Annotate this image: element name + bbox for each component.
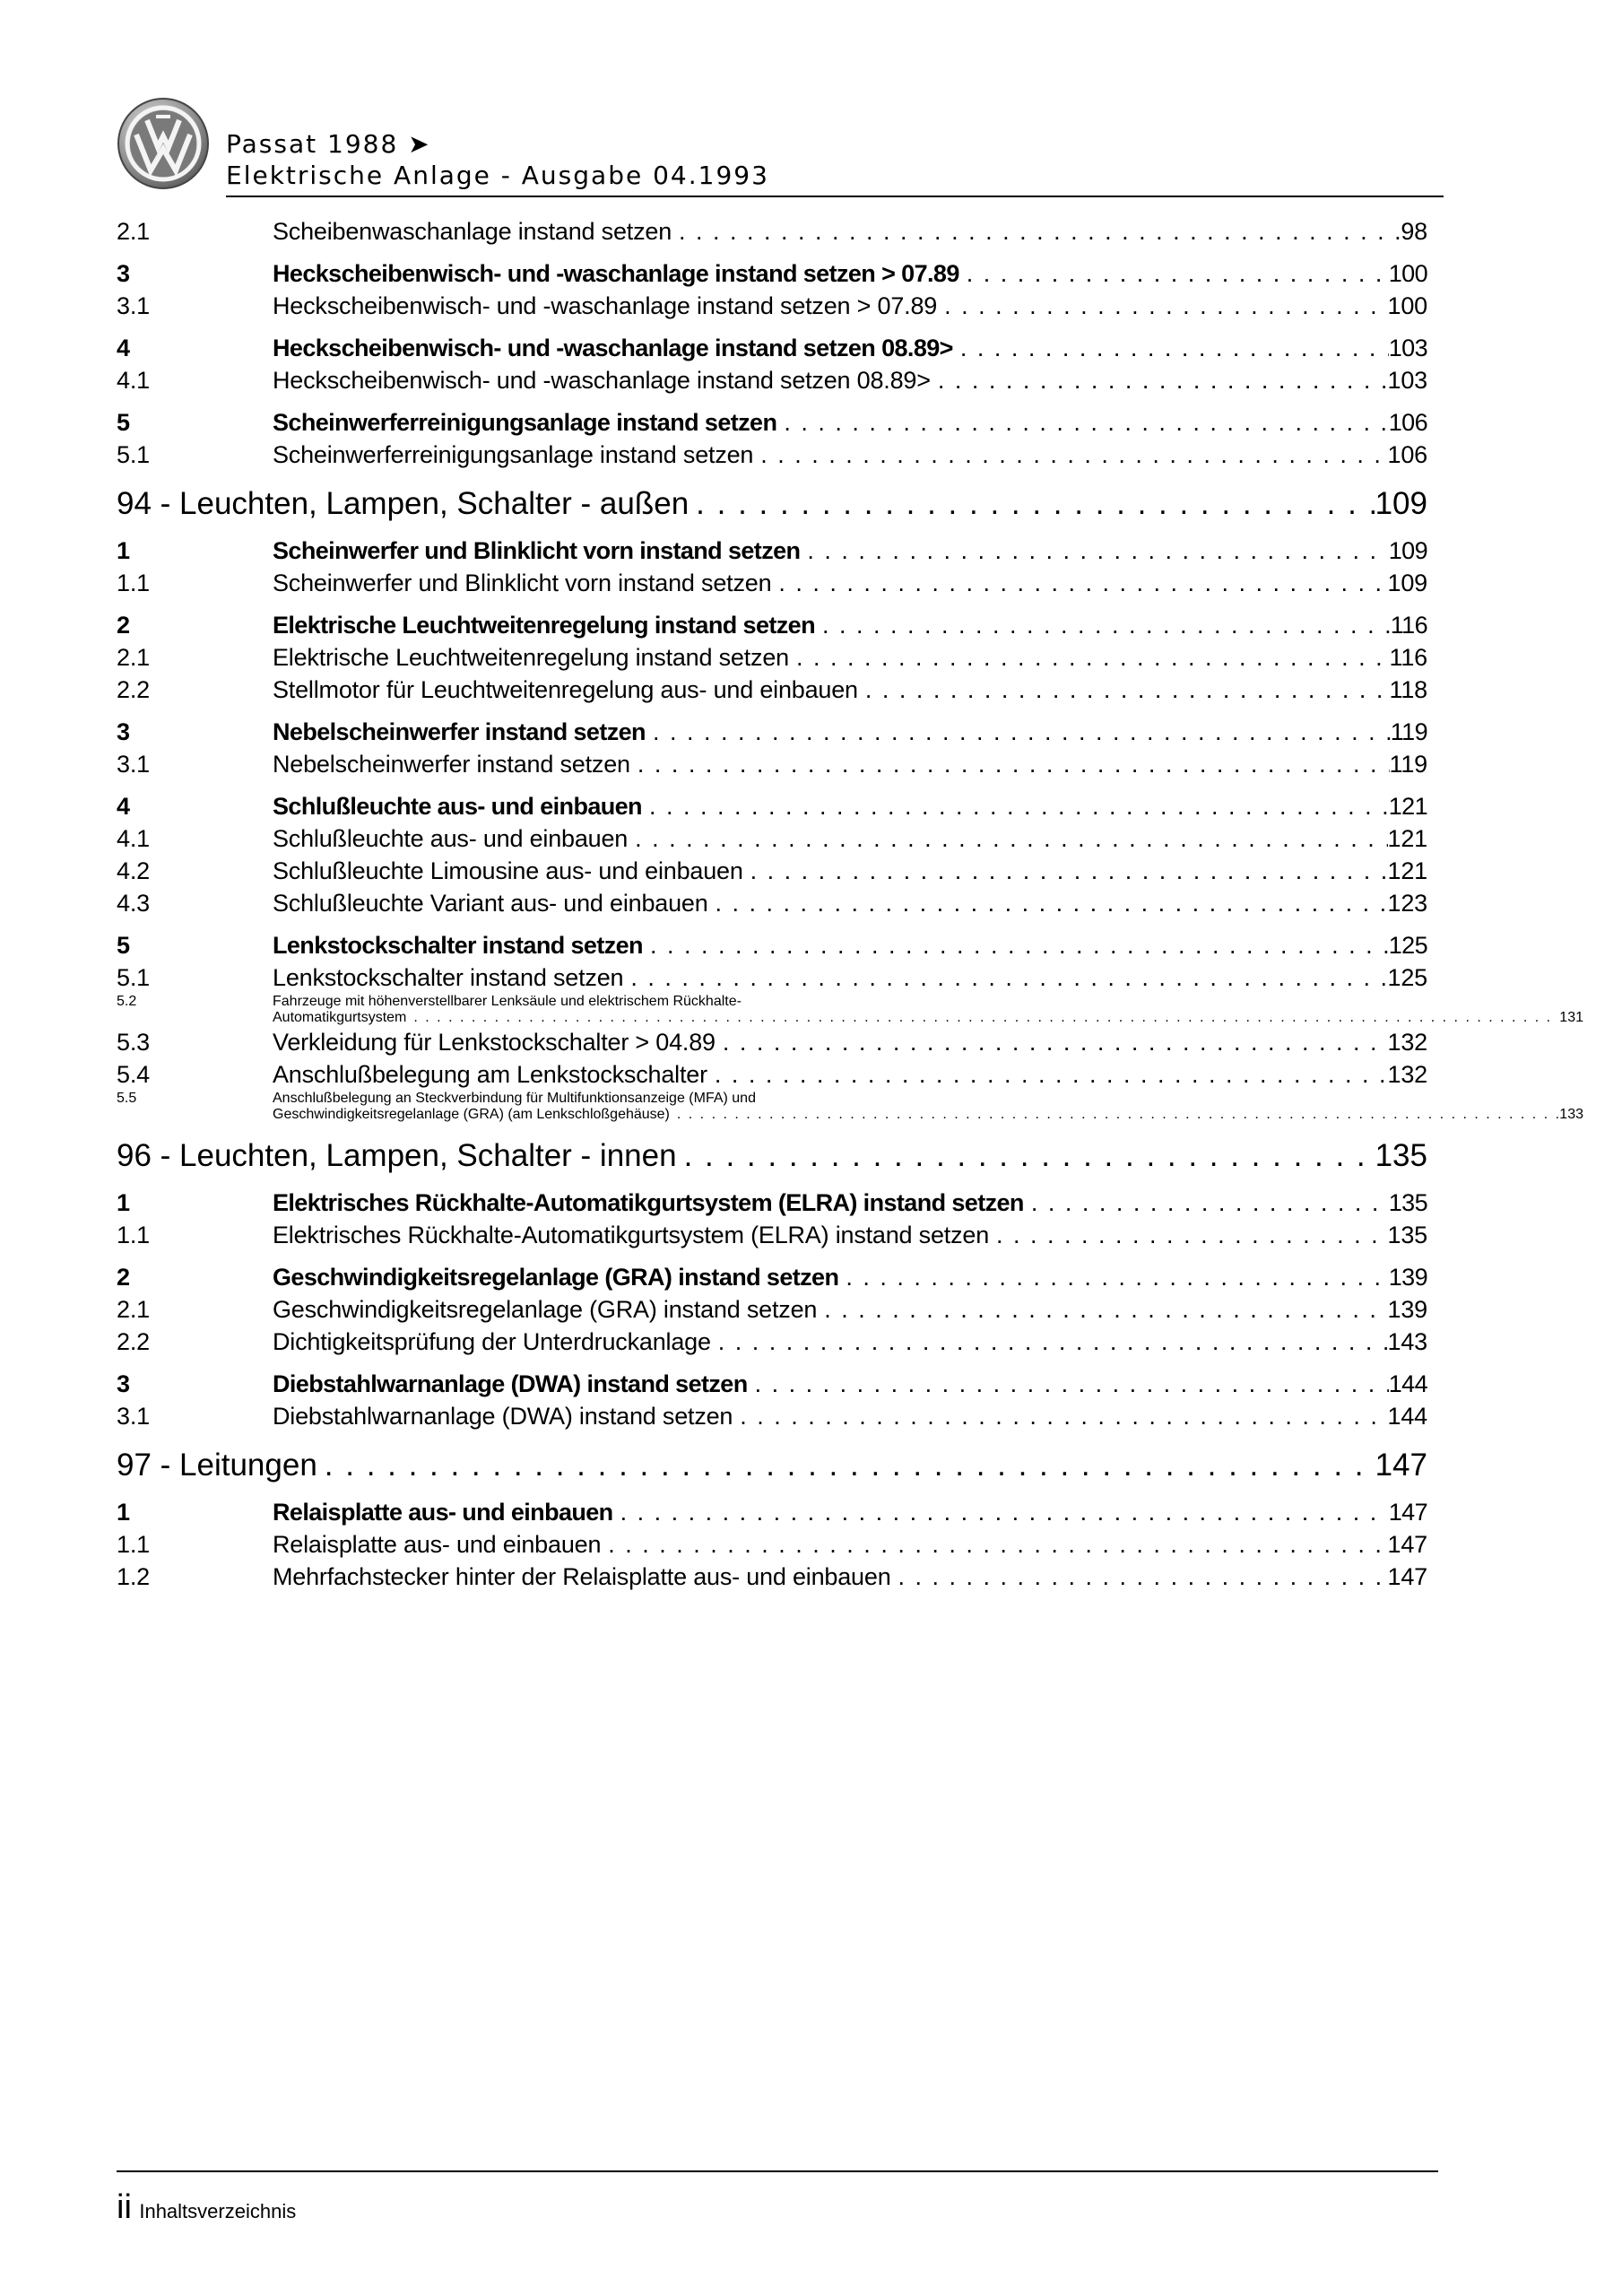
toc-page-number: 100 [1387,292,1427,319]
dot-leader [967,257,1389,290]
toc-number: 5.5 [117,1091,137,1106]
toc-label: Scheibenwaschanlage instand setzen [273,218,672,245]
dot-leader [865,674,1390,706]
dot-leader [608,1528,1387,1561]
toc-subsection[interactable] [117,1561,1427,1593]
toc-subsection[interactable] [117,748,1427,780]
toc-label: Elektrische Leuchtweitenregelung instand setzen [273,612,815,639]
toc-page-number: 139 [1388,1264,1427,1291]
toc-label: Lenkstockschalter instand setzen [273,964,624,991]
dot-leader [696,483,1375,525]
dot-leader [679,215,1401,248]
toc-label: Elektrisches Rückhalte-Automatikgurtsystem (ELRA) instand setzen [273,1189,1024,1216]
dot-leader [824,1293,1387,1326]
dot-leader [760,439,1387,471]
toc-page-number: 123 [1387,890,1427,917]
toc-subsection[interactable] [117,1293,1427,1326]
footer-divider [117,2170,1438,2172]
toc-number: 5.1 [117,964,150,991]
toc-number: 2 [117,1264,130,1291]
toc-number: 3 [117,1370,130,1397]
document-title [226,129,769,192]
toc-number: 2.1 [117,218,150,245]
toc-page-number: 116 [1389,644,1427,671]
toc-page-number: 139 [1387,1296,1427,1323]
dot-leader [638,748,1390,780]
toc-page-number: 147 [1388,1499,1427,1526]
dot-leader [846,1261,1388,1293]
toc-label: Diebstahlwarnanlage (DWA) instand setzen [273,1370,748,1397]
toc-subsection[interactable] [117,364,1427,396]
toc-number: 4.1 [117,367,150,394]
toc-page-number: 118 [1389,676,1427,703]
toc-label: Elektrische Leuchtweitenregelung instand setzen [273,644,789,671]
toc-label: Nebelscheinwerfer instand setzen [273,718,646,745]
dot-leader [716,887,1388,919]
table-of-contents [117,215,1583,1593]
dot-leader [1031,1187,1389,1219]
toc-subsection[interactable] [117,567,1427,599]
toc-section[interactable] [117,1496,1427,1528]
toc-label: Elektrisches Rückhalte-Automatikgurtsystem (ELRA) instand setzen [273,1222,990,1248]
page-footer [117,2188,296,2227]
toc-page-number: 106 [1388,409,1427,436]
toc-chapter[interactable] [117,1445,1427,1486]
toc-page-number: 121 [1387,825,1427,852]
toc-page-number: 119 [1389,751,1427,778]
toc-section[interactable] [117,790,1427,822]
toc-number: 5.2 [117,994,137,1009]
toc-subsection[interactable] [117,1326,1427,1358]
toc-number: 3.1 [117,751,150,778]
toc-label: Geschwindigkeitsregelanlage (GRA) instand setzen [273,1296,818,1323]
toc-number: 1 [117,1189,130,1216]
toc-label: Scheinwerfer und Blinklicht vorn instand setzen [273,537,801,564]
toc-page-number: 98 [1401,218,1427,245]
dot-leader [740,1400,1387,1432]
page-header [117,97,1444,197]
toc-subsection[interactable] [117,1091,1583,1123]
toc-page-number: 103 [1388,335,1427,361]
toc-label: Heckscheibenwisch- und -waschanlage instand setzen 08.89> [273,335,953,361]
toc-page-number: 121 [1388,793,1427,820]
toc-label: Relaisplatte aus- und einbauen [273,1499,613,1526]
dot-leader [677,1107,1559,1123]
toc-subsection[interactable] [117,822,1427,855]
dot-leader [718,1326,1388,1358]
toc-label: Scheinwerfer und Blinklicht vorn instand setzen [273,570,772,596]
toc-subsection[interactable] [117,215,1427,248]
toc-page-number: 119 [1390,718,1427,745]
toc-number: 2 [117,612,130,639]
toc-number: 5.1 [117,441,150,468]
toc-label: Schlußleuchte Limousine aus- und einbauen [273,857,743,884]
toc-number: 3.1 [117,1403,150,1430]
page-number: ii [117,2188,132,2226]
dot-leader [784,406,1388,439]
toc-page-number: 109 [1375,486,1427,521]
toc-label: Anschlußbelegung an Steckverbindung für Multifunktionsanzeige (MFA) und [273,1091,756,1106]
toc-page-number: 132 [1387,1029,1427,1056]
toc-subsection[interactable] [117,961,1427,994]
dot-leader [822,609,1391,641]
footer-label: Inhaltsverzeichnis [139,2200,297,2222]
toc-label: Geschwindigkeitsregelanlage (GRA) instand setzen [273,1264,839,1291]
toc-subsection[interactable] [117,439,1427,471]
vw-logo-icon [117,97,210,190]
toc-section[interactable] [117,332,1427,364]
toc-chapter[interactable] [117,1135,1427,1177]
toc-label: Verkleidung für Lenkstockschalter > 04.89 [273,1029,716,1056]
toc-label: Mehrfachstecker hinter der Relaisplatte aus- und einbauen [273,1563,891,1590]
toc-label: Lenkstockschalter instand setzen [273,932,643,959]
toc-page-number: 147 [1375,1448,1427,1483]
toc-number: 1.1 [117,1531,150,1558]
dot-leader [944,290,1387,322]
dot-leader [750,855,1388,887]
header-divider [226,196,1444,197]
toc-label-continued: Geschwindigkeitsregelanlage (GRA) (am Lenkschloßgehäuse) [273,1107,670,1122]
toc-subsection[interactable] [117,674,1427,706]
toc-number: 2.2 [117,676,150,703]
toc-number: 3.1 [117,292,150,319]
toc-section[interactable] [117,929,1427,961]
toc-number: 3 [117,260,130,287]
toc-section[interactable] [117,1261,1427,1293]
toc-section[interactable] [117,406,1427,439]
dot-leader [996,1219,1388,1251]
toc-label: Schlußleuchte aus- und einbauen [273,793,642,820]
toc-page-number: 133 [1559,1107,1583,1122]
toc-label: Scheinwerferreinigungsanlage instand setzen [273,441,754,468]
dot-leader [778,567,1387,599]
toc-number: 1.1 [117,570,150,596]
toc-page-number: 109 [1387,570,1427,596]
toc-page-number: 147 [1387,1531,1427,1558]
toc-page-number: 121 [1387,857,1427,884]
toc-page-number: 135 [1387,1222,1427,1248]
toc-subsection[interactable] [117,855,1427,887]
toc-number: 2.1 [117,1296,150,1323]
toc-subsection[interactable] [117,641,1427,674]
toc-number: 1.2 [117,1563,150,1590]
dot-leader [938,364,1388,396]
toc-number: 4 [117,335,130,361]
toc-subsection[interactable] [117,290,1427,322]
toc-section[interactable] [117,257,1427,290]
toc-page-number: 125 [1387,964,1427,991]
dot-leader [413,1010,1559,1026]
toc-section[interactable] [117,535,1427,567]
toc-label: Anschlußbelegung am Lenkstockschalter [273,1061,707,1088]
toc-page-number: 144 [1387,1403,1427,1430]
toc-subsection[interactable] [117,1026,1427,1058]
toc-subsection[interactable] [117,1058,1427,1091]
dot-leader [715,1058,1388,1091]
dot-leader [723,1026,1388,1058]
toc-number: 2.2 [117,1328,150,1355]
toc-label: Diebstahlwarnanlage (DWA) instand setzen [273,1403,733,1430]
toc-page-number: 106 [1387,441,1427,468]
toc-number: 3 [117,718,130,745]
toc-number: 1.1 [117,1222,150,1248]
toc-page-number: 100 [1388,260,1427,287]
toc-page-number: 147 [1387,1563,1427,1590]
dot-leader [620,1496,1389,1528]
toc-subsection[interactable] [117,994,1583,1026]
toc-label: 94 - Leuchten, Lampen, Schalter - außen [117,486,690,521]
toc-section[interactable] [117,609,1427,641]
toc-label: Heckscheibenwisch- und -waschanlage instand setzen > 07.89 [273,292,938,319]
toc-page-number: 131 [1559,1010,1583,1025]
toc-number: 5.4 [117,1061,150,1088]
toc-subsection[interactable] [117,887,1427,919]
toc-chapter[interactable] [117,483,1427,525]
toc-page-number: 135 [1375,1138,1427,1173]
toc-label: 96 - Leuchten, Lampen, Schalter - innen [117,1138,677,1173]
toc-subsection[interactable] [117,1528,1427,1561]
dot-leader [650,929,1389,961]
dot-leader [898,1561,1388,1593]
title-model: Passat 1988 ➤ [226,129,431,159]
dot-leader [796,641,1390,674]
toc-number: 4.3 [117,890,150,917]
toc-subsection[interactable] [117,1400,1427,1432]
toc-label: 97 - Leitungen [117,1448,317,1483]
toc-label: Dichtigkeitsprüfung der Unterdruckanlage [273,1328,711,1355]
toc-number: 4.1 [117,825,150,852]
title-subtitle: Elektrische Anlage - Ausgabe 04.1993 [226,161,769,190]
toc-number: 1 [117,1499,130,1526]
toc-number: 5 [117,932,130,959]
toc-label: Heckscheibenwisch- und -waschanlage instand setzen 08.89> [273,367,931,394]
toc-label: Schlußleuchte aus- und einbauen [273,825,629,852]
toc-section[interactable] [117,1368,1427,1400]
toc-label: Nebelscheinwerfer instand setzen [273,751,630,778]
dot-leader [325,1445,1375,1486]
toc-page-number: 125 [1388,932,1427,959]
toc-page-number: 109 [1388,537,1427,564]
toc-label-continued: Automatikgurtsystem [273,1010,407,1025]
toc-number: 5.3 [117,1029,150,1056]
toc-page-number: 103 [1387,367,1427,394]
dot-leader [630,961,1387,994]
toc-label: Scheinwerferreinigungsanlage instand setzen [273,409,777,436]
toc-label: Relaisplatte aus- und einbauen [273,1531,602,1558]
toc-page-number: 144 [1388,1370,1427,1397]
toc-number: 4.2 [117,857,150,884]
dot-leader [807,535,1388,567]
toc-section[interactable] [117,716,1427,748]
dot-leader [649,790,1389,822]
dot-leader [635,822,1387,855]
toc-label: Stellmotor für Leuchtweitenregelung aus- und einbauen [273,676,858,703]
toc-label: Heckscheibenwisch- und -waschanlage instand setzen > 07.89 [273,260,959,287]
toc-number: 4 [117,793,130,820]
dot-leader [960,332,1389,364]
toc-number: 2.1 [117,644,150,671]
toc-page-number: 132 [1387,1061,1427,1088]
toc-label: Fahrzeuge mit höhenverstellbarer Lenksäule und elektrischem Rückhalte- [273,994,742,1009]
toc-page-number: 143 [1387,1328,1427,1355]
dot-leader [653,716,1391,748]
toc-page-number: 135 [1388,1189,1427,1216]
toc-label: Schlußleuchte Variant aus- und einbauen [273,890,708,917]
toc-number: 5 [117,409,130,436]
toc-subsection[interactable] [117,1219,1427,1251]
dot-leader [755,1368,1389,1400]
toc-page-number: 116 [1390,612,1427,639]
toc-section[interactable] [117,1187,1427,1219]
toc-number: 1 [117,537,130,564]
dot-leader [684,1135,1375,1177]
